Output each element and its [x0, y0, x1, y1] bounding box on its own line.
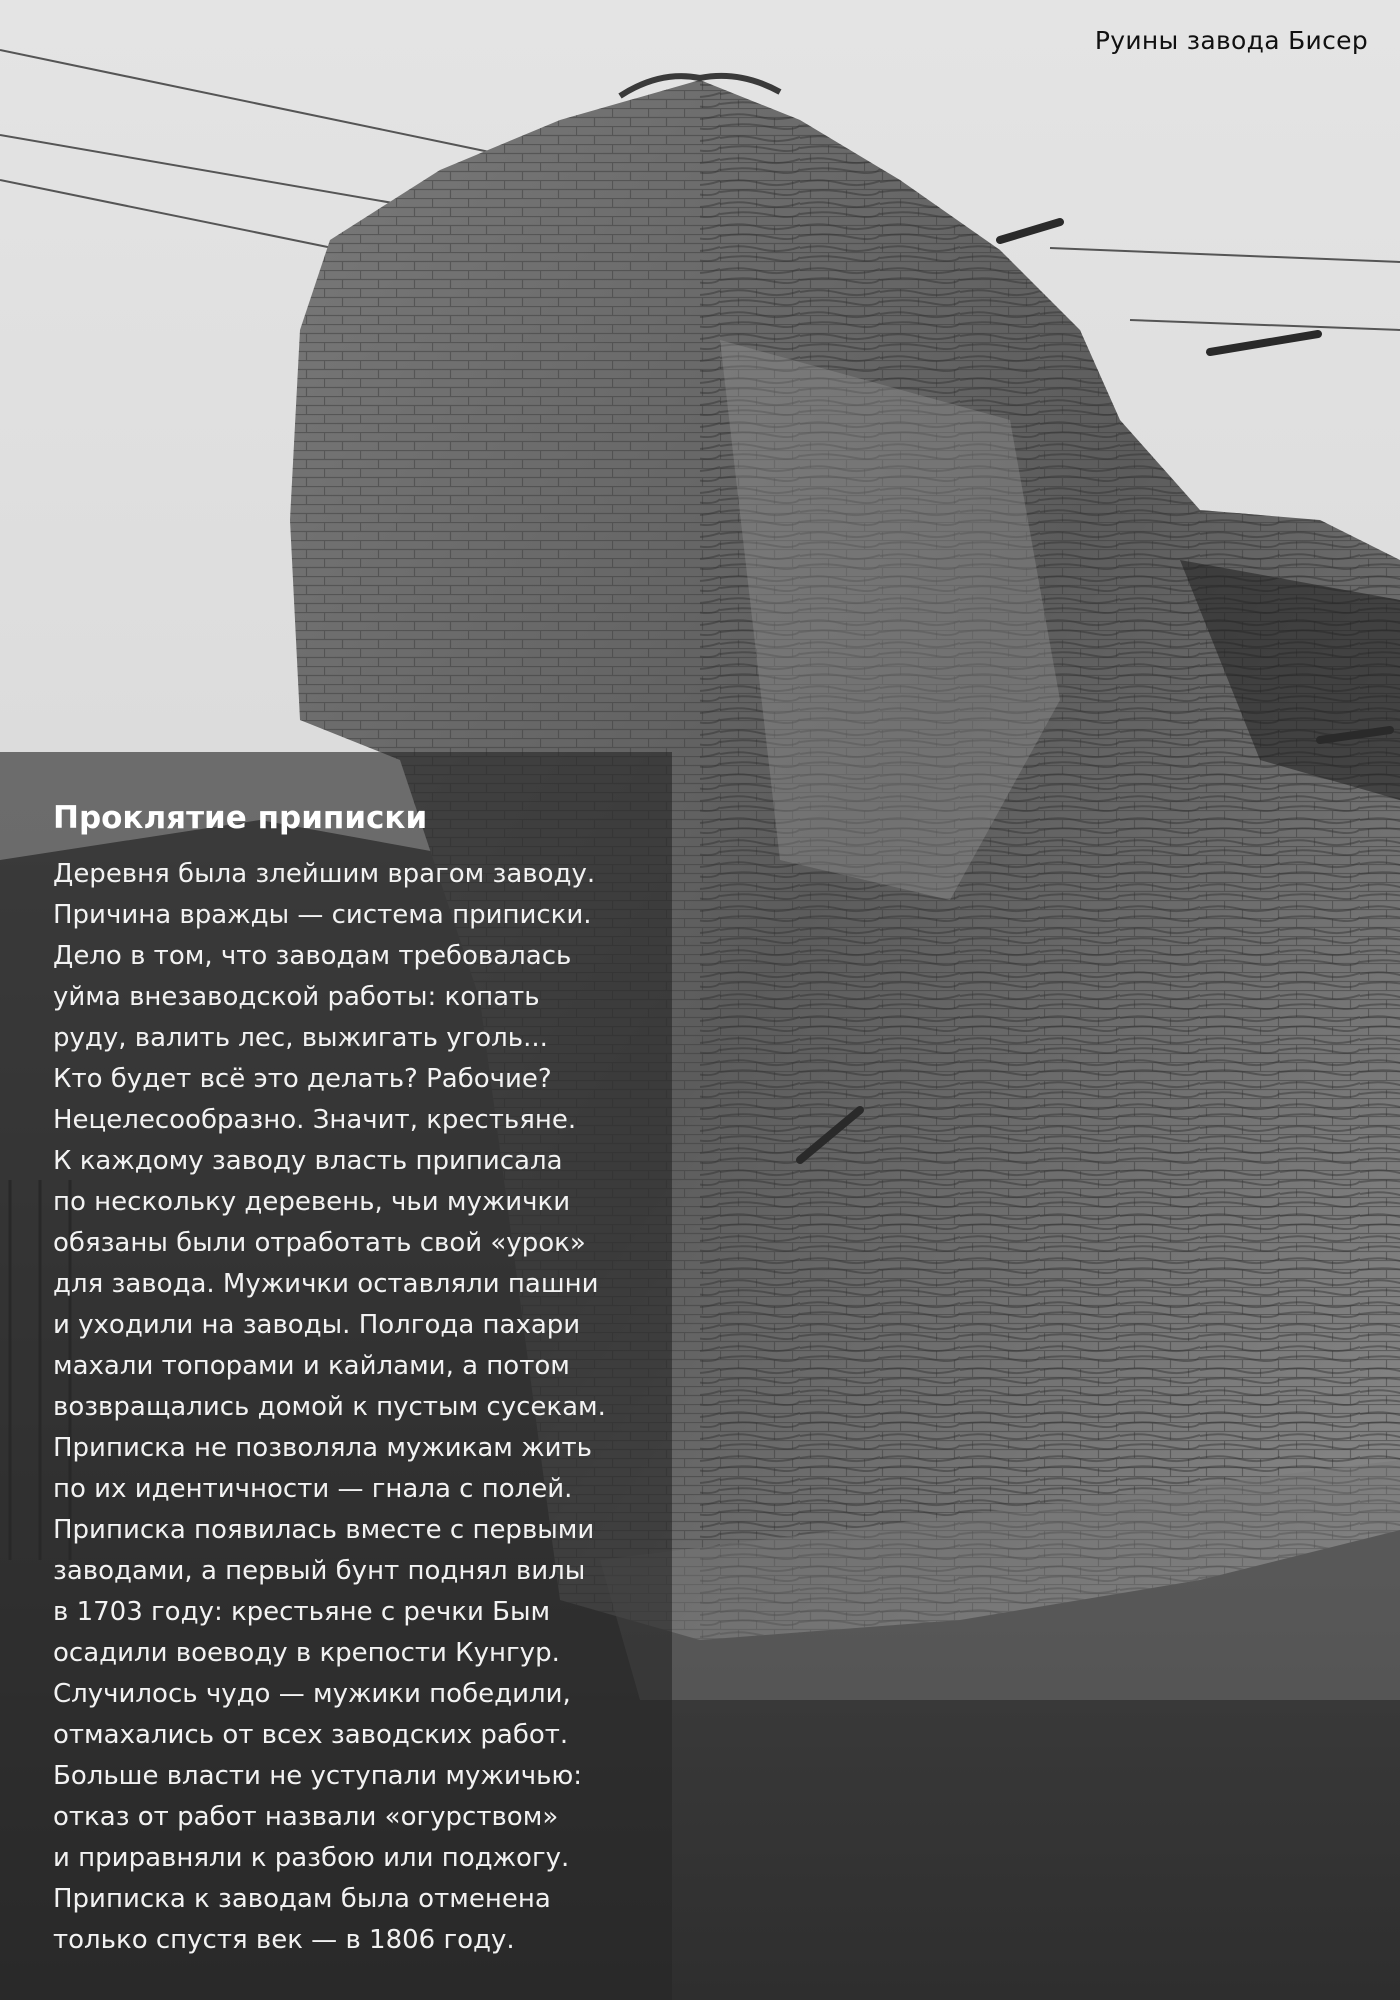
photo-caption: Руины завода Бисер: [1094, 26, 1368, 55]
article-body: Деревня была злейшим врагом заводу. Причина вражды — система приписки. Дело в том, что заводам требовалась уйма внезаводской работы: копать руду, валить лес, выжигать уголь... Кто будет всё это делать? Рабочие? Нецелесообразно. Значит, крестьяне. К каждому заводу власть приписала по нескольку деревень, чьи мужички обязаны были отработать свой «урок» для завода. Мужички оставляли пашни и уходили на заводы. Полгода пахари махали топорами и кайлами, а потом возвращались домой к пустым сусекам. Приписка не позволяла мужикам жить по их идентичности — гнала с полей. Приписка появилась вместе с первыми заводами, а первый бунт поднял вилы в 1703 году: крестьяне с речки Бым осадили воеводу в крепости Кунгур. Случилось чудо — мужики победили, отмахались от всех заводских работ. Больше власти не уступали мужичью: отказ от работ назвали «огурством» и приравняли к разбою или поджогу. Приписка к заводам была отменена только спустя век — в 1806 году.: [53, 859, 606, 1955]
article-title: Проклятие приписки: [53, 800, 428, 836]
